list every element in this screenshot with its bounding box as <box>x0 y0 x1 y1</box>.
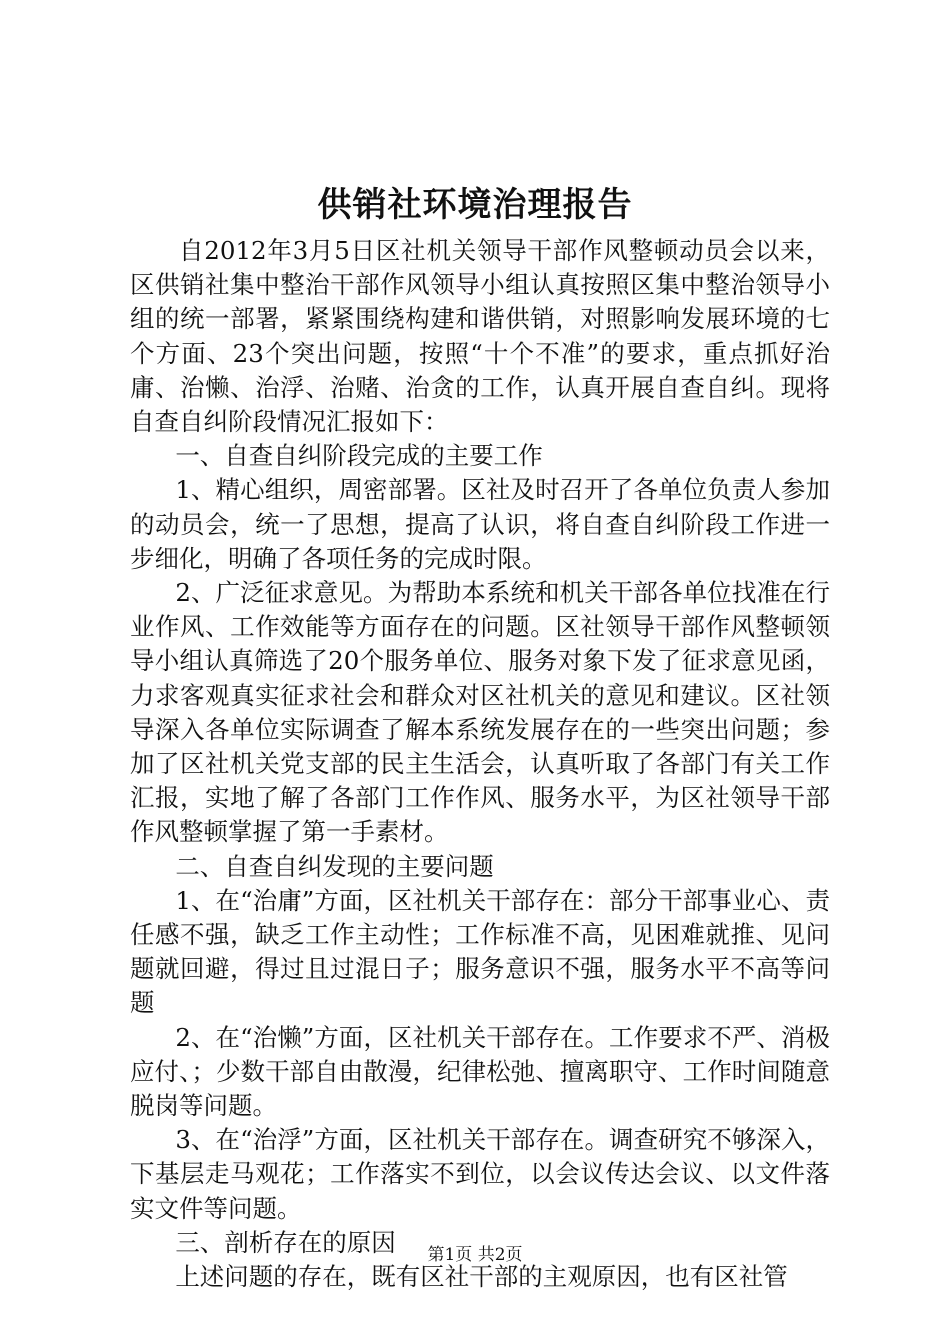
paragraph-cause: 上述问题的存在，既有区社干部的主观原因，也有区社管 <box>175 1262 788 1292</box>
section-heading-2: 二、自查自纠发现的主要问题 <box>175 851 494 881</box>
document-title: 供销社环境治理报告 <box>317 185 633 225</box>
paragraph-item-2-3: 3、在“治浮”方面，区社机关干部存在。调查研究不够深入，下基层走马观花；工作落实不到位，以会议传达会议、以文件落实文件等问题。 <box>130 1125 830 1223</box>
paragraph-intro: 自2012年3月5日区社机关领导干部作风整顿动员会以来，区供销社集中整治干部作风领导小组认真按照区集中整治领导小组的统一部署，紧紧围绕构建和谐供销，对照影响发展环境的七个方面、23个突出问题，按照“十个不准”的要求，重点抓好治庸、治懒、治浮、治赌、治贪的工作，认真开展自查自纠。现将自查自纠阶段情况汇报如下： <box>130 236 830 437</box>
paragraph-item-1-1: 1、精心组织，周密部署。区社及时召开了各单位负责人参加的动员会，统一了思想，提高了认识，将自查自纠阶段工作进一步细化，明确了各项任务的完成时限。 <box>130 475 830 573</box>
paragraph-item-2-2: 2、在“治懒”方面，区社机关干部存在。工作要求不严、消极应付、；少数干部自由散漫，纪律松弛、擅离职守、工作时间随意脱岗等问题。 <box>130 1022 830 1121</box>
section-heading-3: 三、剖析存在的原因 <box>175 1227 396 1257</box>
section-heading-1: 一、自查自纠阶段完成的主要工作 <box>175 441 543 471</box>
document-body <box>130 234 830 1294</box>
page-number-footer: 第1页 共2页 <box>427 1245 523 1265</box>
paragraph-item-2-1: 1、在“治庸”方面，区社机关干部存在：部分干部事业心、责任感不强，缺乏工作主动性；工作标准不高，见困难就推、见问题就回避，得过且过混日子；服务意识不强，服务水平不高等问题 <box>130 885 830 1018</box>
paragraph-item-1-2: 2、广泛征求意见。为帮助本系统和机关干部各单位找准在行业作风、工作效能等方面存在的问题。区社领导干部作风整顿领导小组认真筛选了20个服务单位、服务对象下发了征求意见函，力求客观真实征求社会和群众对区社机关的意见和建议。区社领导深入各单位实际调查了解本系统发展存在的一些突出问题；参加了区社机关党支部的民主生活会，认真听取了各部门有关工作汇报，实地了解了各部门工作作风、服务水平，为区社领导干部作风整顿掌握了第一手素材。 <box>130 578 830 847</box>
